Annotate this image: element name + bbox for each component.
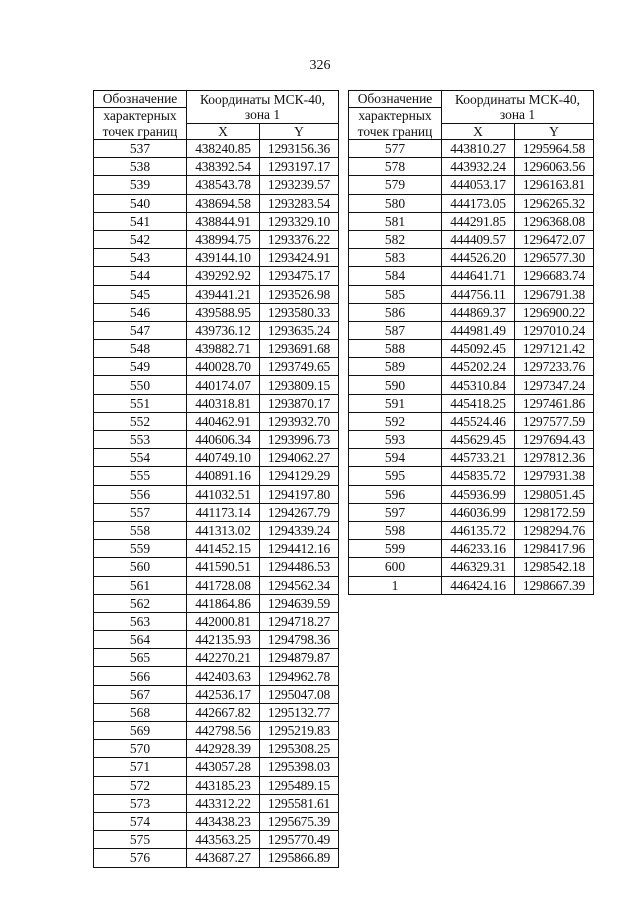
table-row [349, 194, 594, 212]
point-id-cell: 547 [94, 321, 187, 339]
table-row [94, 794, 339, 812]
table-row [349, 140, 594, 158]
y-column-header: Y [515, 123, 594, 140]
x-column-header: X [187, 123, 260, 140]
x-coordinate-cell: 439441.21 [187, 285, 260, 303]
table-row [94, 758, 339, 776]
designation-header-line-1: Обозначение [349, 91, 442, 108]
point-id-cell: 599 [349, 540, 442, 558]
point-id-cell: 550 [94, 376, 187, 394]
designation-header-line-3: точек границ [349, 123, 442, 140]
point-id-cell: 592 [349, 412, 442, 430]
point-id-cell: 553 [94, 431, 187, 449]
table-row [349, 376, 594, 394]
point-id-cell: 563 [94, 612, 187, 630]
y-coordinate-cell: 1294879.87 [260, 649, 339, 667]
y-coordinate-cell: 1295675.39 [260, 812, 339, 830]
x-coordinate-cell: 443312.22 [187, 794, 260, 812]
x-coordinate-cell: 440028.70 [187, 358, 260, 376]
table-row [349, 412, 594, 430]
x-coordinate-cell: 444981.49 [442, 321, 515, 339]
y-coordinate-cell: 1298051.45 [515, 485, 594, 503]
point-id-cell: 539 [94, 176, 187, 194]
point-id-cell: 554 [94, 449, 187, 467]
table-row [94, 776, 339, 794]
table-row [94, 340, 339, 358]
table-row [94, 612, 339, 630]
table-row [349, 230, 594, 248]
y-coordinate-cell: 1293749.65 [260, 358, 339, 376]
point-id-cell: 551 [94, 394, 187, 412]
y-coordinate-cell: 1295047.08 [260, 685, 339, 703]
point-id-cell: 573 [94, 794, 187, 812]
point-id-cell: 575 [94, 831, 187, 849]
x-coordinate-cell: 440318.81 [187, 394, 260, 412]
x-coordinate-cell: 442536.17 [187, 685, 260, 703]
x-coordinate-cell: 444173.05 [442, 194, 515, 212]
table-row [349, 394, 594, 412]
x-coordinate-cell: 445936.99 [442, 485, 515, 503]
table-row [349, 249, 594, 267]
y-coordinate-cell: 1293996.73 [260, 431, 339, 449]
point-id-cell: 540 [94, 194, 187, 212]
point-id-cell: 566 [94, 667, 187, 685]
y-coordinate-cell: 1295219.83 [260, 722, 339, 740]
y-coordinate-cell: 1295964.58 [515, 140, 594, 158]
table-row [349, 521, 594, 539]
table-row [349, 503, 594, 521]
x-coordinate-cell: 440462.91 [187, 412, 260, 430]
x-coordinate-cell: 439882.71 [187, 340, 260, 358]
x-coordinate-cell: 441590.51 [187, 558, 260, 576]
point-id-cell: 580 [349, 194, 442, 212]
x-coordinate-cell: 444756.11 [442, 285, 515, 303]
y-coordinate-cell: 1294718.27 [260, 612, 339, 630]
x-coordinate-cell: 438994.75 [187, 230, 260, 248]
y-coordinate-cell: 1294129.29 [260, 467, 339, 485]
point-id-cell: 567 [94, 685, 187, 703]
table-row [94, 540, 339, 558]
table-row [349, 358, 594, 376]
x-coordinate-cell: 446135.72 [442, 521, 515, 539]
y-coordinate-cell: 1295770.49 [260, 831, 339, 849]
table-row [94, 831, 339, 849]
y-coordinate-cell: 1294197.80 [260, 485, 339, 503]
table-row [94, 303, 339, 321]
x-coordinate-cell: 445733.21 [442, 449, 515, 467]
table-row [349, 576, 594, 594]
y-coordinate-cell: 1293424.91 [260, 249, 339, 267]
point-id-cell: 571 [94, 758, 187, 776]
point-id-cell: 565 [94, 649, 187, 667]
table-row [94, 485, 339, 503]
point-id-cell: 561 [94, 576, 187, 594]
point-id-cell: 591 [349, 394, 442, 412]
point-id-cell: 552 [94, 412, 187, 430]
table-row [94, 649, 339, 667]
x-coordinate-cell: 441173.14 [187, 503, 260, 521]
coords-header-line-1: Координаты МСК-40, [187, 91, 339, 108]
point-id-cell: 548 [94, 340, 187, 358]
table-body [349, 140, 594, 595]
table-row [349, 485, 594, 503]
point-id-cell: 589 [349, 358, 442, 376]
x-coordinate-cell: 443810.27 [442, 140, 515, 158]
table-row [94, 358, 339, 376]
x-coordinate-cell: 442667.82 [187, 703, 260, 721]
x-coordinate-cell: 442000.81 [187, 612, 260, 630]
x-coordinate-cell: 442135.93 [187, 631, 260, 649]
x-column-header: X [442, 123, 515, 140]
point-id-cell: 541 [94, 212, 187, 230]
x-coordinate-cell: 443057.28 [187, 758, 260, 776]
table-row [94, 212, 339, 230]
y-coordinate-cell: 1296265.32 [515, 194, 594, 212]
table-row [349, 303, 594, 321]
point-id-cell: 579 [349, 176, 442, 194]
x-coordinate-cell: 444641.71 [442, 267, 515, 285]
point-id-cell: 546 [94, 303, 187, 321]
point-id-cell: 572 [94, 776, 187, 794]
y-coordinate-cell: 1294486.53 [260, 558, 339, 576]
point-id-cell: 543 [94, 249, 187, 267]
point-id-cell: 600 [349, 558, 442, 576]
y-coordinate-cell: 1297347.24 [515, 376, 594, 394]
x-coordinate-cell: 441728.08 [187, 576, 260, 594]
y-coordinate-cell: 1294339.24 [260, 521, 339, 539]
y-coordinate-cell: 1293283.54 [260, 194, 339, 212]
table-row [349, 176, 594, 194]
y-coordinate-cell: 1298172.59 [515, 503, 594, 521]
x-coordinate-cell: 445629.45 [442, 431, 515, 449]
x-coordinate-cell: 443438.23 [187, 812, 260, 830]
y-coordinate-cell: 1297461.86 [515, 394, 594, 412]
y-coordinate-cell: 1293156.36 [260, 140, 339, 158]
point-id-cell: 560 [94, 558, 187, 576]
table-row [94, 685, 339, 703]
table-row [94, 503, 339, 521]
x-coordinate-cell: 445092.45 [442, 340, 515, 358]
y-column-header: Y [260, 123, 339, 140]
x-coordinate-cell: 444409.57 [442, 230, 515, 248]
x-coordinate-cell: 441032.51 [187, 485, 260, 503]
table-row [349, 321, 594, 339]
y-coordinate-cell: 1293526.98 [260, 285, 339, 303]
x-coordinate-cell: 443932.24 [442, 158, 515, 176]
y-coordinate-cell: 1294798.36 [260, 631, 339, 649]
x-coordinate-cell: 444053.17 [442, 176, 515, 194]
y-coordinate-cell: 1293239.57 [260, 176, 339, 194]
table-row [349, 449, 594, 467]
table-row [94, 594, 339, 612]
y-coordinate-cell: 1296368.08 [515, 212, 594, 230]
point-id-cell: 578 [349, 158, 442, 176]
y-coordinate-cell: 1293870.17 [260, 394, 339, 412]
x-coordinate-cell: 443687.27 [187, 849, 260, 867]
point-id-cell: 570 [94, 740, 187, 758]
point-id-cell: 596 [349, 485, 442, 503]
y-coordinate-cell: 1294962.78 [260, 667, 339, 685]
y-coordinate-cell: 1297577.59 [515, 412, 594, 430]
point-id-cell: 562 [94, 594, 187, 612]
point-id-cell: 595 [349, 467, 442, 485]
y-coordinate-cell: 1296063.56 [515, 158, 594, 176]
y-coordinate-cell: 1296577.30 [515, 249, 594, 267]
x-coordinate-cell: 446036.99 [442, 503, 515, 521]
table-row [94, 631, 339, 649]
point-id-cell: 569 [94, 722, 187, 740]
y-coordinate-cell: 1294267.79 [260, 503, 339, 521]
x-coordinate-cell: 444869.37 [442, 303, 515, 321]
x-coordinate-cell: 441452.15 [187, 540, 260, 558]
y-coordinate-cell: 1293475.17 [260, 267, 339, 285]
x-coordinate-cell: 445835.72 [442, 467, 515, 485]
point-id-cell: 593 [349, 431, 442, 449]
designation-header-line-1: Обозначение [94, 91, 187, 108]
x-coordinate-cell: 441313.02 [187, 521, 260, 539]
point-id-cell: 586 [349, 303, 442, 321]
point-id-cell: 545 [94, 285, 187, 303]
x-coordinate-cell: 438240.85 [187, 140, 260, 158]
table-row [94, 667, 339, 685]
x-coordinate-cell: 446424.16 [442, 576, 515, 594]
x-coordinate-cell: 438543.78 [187, 176, 260, 194]
x-coordinate-cell: 441864.86 [187, 594, 260, 612]
y-coordinate-cell: 1298542.18 [515, 558, 594, 576]
y-coordinate-cell: 1293809.15 [260, 376, 339, 394]
x-coordinate-cell: 446329.31 [442, 558, 515, 576]
y-coordinate-cell: 1297812.36 [515, 449, 594, 467]
table-row [94, 558, 339, 576]
point-id-cell: 597 [349, 503, 442, 521]
point-id-cell: 581 [349, 212, 442, 230]
table-row [94, 576, 339, 594]
table-row [94, 158, 339, 176]
table-row [94, 194, 339, 212]
point-id-cell: 568 [94, 703, 187, 721]
table-header [94, 91, 339, 140]
table-row [94, 849, 339, 867]
y-coordinate-cell: 1294562.34 [260, 576, 339, 594]
table-row [349, 540, 594, 558]
table-row [94, 412, 339, 430]
designation-header-line-2: характерных [94, 107, 187, 123]
table-row [349, 285, 594, 303]
x-coordinate-cell: 438694.58 [187, 194, 260, 212]
table-row [94, 267, 339, 285]
y-coordinate-cell: 1297121.42 [515, 340, 594, 358]
x-coordinate-cell: 443185.23 [187, 776, 260, 794]
x-coordinate-cell: 443563.25 [187, 831, 260, 849]
y-coordinate-cell: 1293635.24 [260, 321, 339, 339]
table-row [94, 230, 339, 248]
point-id-cell: 549 [94, 358, 187, 376]
point-id-cell: 594 [349, 449, 442, 467]
table-row [349, 558, 594, 576]
x-coordinate-cell: 445418.25 [442, 394, 515, 412]
x-coordinate-cell: 446233.16 [442, 540, 515, 558]
y-coordinate-cell: 1298667.39 [515, 576, 594, 594]
x-coordinate-cell: 442798.56 [187, 722, 260, 740]
y-coordinate-cell: 1295581.61 [260, 794, 339, 812]
table-row [94, 467, 339, 485]
x-coordinate-cell: 440606.34 [187, 431, 260, 449]
x-coordinate-cell: 439292.92 [187, 267, 260, 285]
x-coordinate-cell: 438392.54 [187, 158, 260, 176]
coordinates-table-right [348, 90, 594, 595]
table-row [349, 340, 594, 358]
x-coordinate-cell: 442270.21 [187, 649, 260, 667]
x-coordinate-cell: 438844.91 [187, 212, 260, 230]
point-id-cell: 577 [349, 140, 442, 158]
x-coordinate-cell: 445310.84 [442, 376, 515, 394]
x-coordinate-cell: 445524.46 [442, 412, 515, 430]
x-coordinate-cell: 440749.10 [187, 449, 260, 467]
point-id-cell: 584 [349, 267, 442, 285]
point-id-cell: 558 [94, 521, 187, 539]
x-coordinate-cell: 444291.85 [442, 212, 515, 230]
table-row [94, 521, 339, 539]
x-coordinate-cell: 440174.07 [187, 376, 260, 394]
table-row [349, 467, 594, 485]
x-coordinate-cell: 444526.20 [442, 249, 515, 267]
table-row [94, 740, 339, 758]
y-coordinate-cell: 1298294.76 [515, 521, 594, 539]
y-coordinate-cell: 1296683.74 [515, 267, 594, 285]
point-id-cell: 537 [94, 140, 187, 158]
coords-header-line-2: зона 1 [187, 107, 339, 123]
table-row [94, 812, 339, 830]
y-coordinate-cell: 1298417.96 [515, 540, 594, 558]
point-id-cell: 585 [349, 285, 442, 303]
x-coordinate-cell: 445202.24 [442, 358, 515, 376]
y-coordinate-cell: 1297010.24 [515, 321, 594, 339]
point-id-cell: 590 [349, 376, 442, 394]
y-coordinate-cell: 1295398.03 [260, 758, 339, 776]
designation-header-line-3: точек границ [94, 123, 187, 140]
y-coordinate-cell: 1293329.10 [260, 212, 339, 230]
table-row [349, 431, 594, 449]
point-id-cell: 544 [94, 267, 187, 285]
y-coordinate-cell: 1293580.33 [260, 303, 339, 321]
x-coordinate-cell: 440891.16 [187, 467, 260, 485]
table-header [349, 91, 594, 140]
y-coordinate-cell: 1296472.07 [515, 230, 594, 248]
point-id-cell: 587 [349, 321, 442, 339]
y-coordinate-cell: 1294412.16 [260, 540, 339, 558]
table-row [94, 703, 339, 721]
page-number: 326 [309, 58, 331, 73]
table-row [349, 158, 594, 176]
point-id-cell: 559 [94, 540, 187, 558]
point-id-cell: 588 [349, 340, 442, 358]
y-coordinate-cell: 1293691.68 [260, 340, 339, 358]
point-id-cell: 556 [94, 485, 187, 503]
point-id-cell: 598 [349, 521, 442, 539]
y-coordinate-cell: 1294062.27 [260, 449, 339, 467]
table-body [94, 140, 339, 868]
point-id-cell: 555 [94, 467, 187, 485]
point-id-cell: 542 [94, 230, 187, 248]
y-coordinate-cell: 1295866.89 [260, 849, 339, 867]
table-row [94, 431, 339, 449]
table-row [94, 722, 339, 740]
y-coordinate-cell: 1296791.38 [515, 285, 594, 303]
x-coordinate-cell: 442403.63 [187, 667, 260, 685]
y-coordinate-cell: 1297694.43 [515, 431, 594, 449]
y-coordinate-cell: 1296163.81 [515, 176, 594, 194]
table-row [94, 176, 339, 194]
y-coordinate-cell: 1296900.22 [515, 303, 594, 321]
x-coordinate-cell: 439736.12 [187, 321, 260, 339]
point-id-cell: 564 [94, 631, 187, 649]
y-coordinate-cell: 1293932.70 [260, 412, 339, 430]
table-row [94, 249, 339, 267]
x-coordinate-cell: 439144.10 [187, 249, 260, 267]
x-coordinate-cell: 439588.95 [187, 303, 260, 321]
table-row [94, 449, 339, 467]
y-coordinate-cell: 1297233.76 [515, 358, 594, 376]
y-coordinate-cell: 1295308.25 [260, 740, 339, 758]
y-coordinate-cell: 1293376.22 [260, 230, 339, 248]
point-id-cell: 574 [94, 812, 187, 830]
table-row [94, 321, 339, 339]
y-coordinate-cell: 1295132.77 [260, 703, 339, 721]
point-id-cell: 538 [94, 158, 187, 176]
designation-header-line-2: характерных [349, 107, 442, 123]
point-id-cell: 583 [349, 249, 442, 267]
table-row [94, 394, 339, 412]
x-coordinate-cell: 442928.39 [187, 740, 260, 758]
y-coordinate-cell: 1297931.38 [515, 467, 594, 485]
y-coordinate-cell: 1293197.17 [260, 158, 339, 176]
coordinates-table-left [93, 90, 339, 868]
table-row [94, 376, 339, 394]
point-id-cell: 576 [94, 849, 187, 867]
coords-header-line-1: Координаты МСК-40, [442, 91, 594, 108]
y-coordinate-cell: 1295489.15 [260, 776, 339, 794]
coords-header-line-2: зона 1 [442, 107, 594, 123]
table-row [349, 267, 594, 285]
table-row [349, 212, 594, 230]
y-coordinate-cell: 1294639.59 [260, 594, 339, 612]
table-row [94, 285, 339, 303]
table-row [94, 140, 339, 158]
point-id-cell: 557 [94, 503, 187, 521]
point-id-cell: 1 [349, 576, 442, 594]
point-id-cell: 582 [349, 230, 442, 248]
